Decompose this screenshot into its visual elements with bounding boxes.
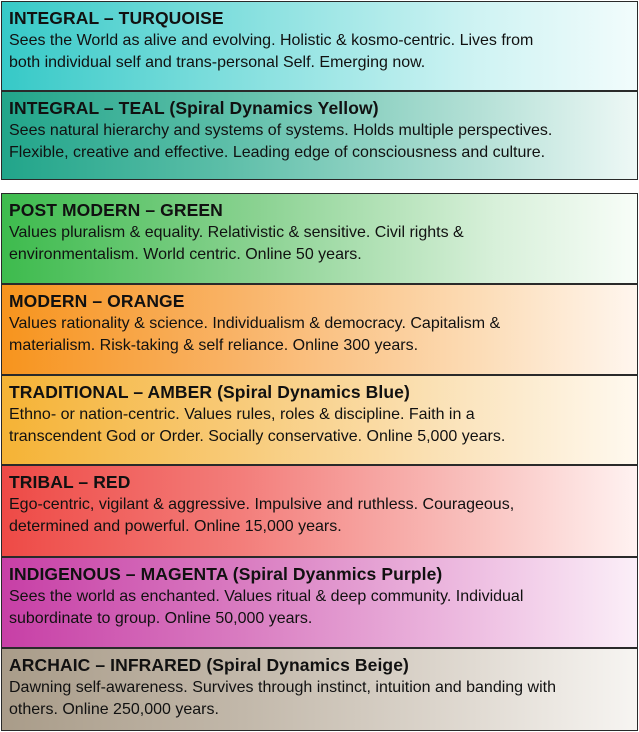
stage-title: INDIGENOUS – MAGENTA (Spiral Dyanmics Purple) [9,564,443,584]
stage-title: TRIBAL – RED [9,472,131,492]
stage-description: Sees the World as alive and evolving. Holistic & kosmo-centric. Lives from both individual self and trans-personal Self. Emerging now. [9,32,534,71]
stage-integral-teal [1,91,638,180]
stage-tribal-red [1,465,638,557]
stage-description: Ethno- or nation-centric. Values rules, roles & discipline. Faith in a transcendent God or Order. Socially conservative. Online 5,000 years. [9,406,506,445]
stage-description: Ego-centric, vigilant & aggressive. Impulsive and ruthless. Courageous, determined and powerful. Online 15,000 years. [9,496,515,535]
stage-title: ARCHAIC – INFRARED (Spiral Dynamics Beige) [9,655,409,675]
stage-description: Dawning self-awareness. Survives through instinct, intuition and banding with others. Online 250,000 years. [9,679,556,718]
stage-integral-turquoise [1,1,638,91]
stage-title: TRADITIONAL – AMBER (Spiral Dynamics Blue) [9,382,410,402]
stage-modern-orange [1,284,638,375]
stage-archaic-infrared [1,648,638,731]
stage-indigenous-magenta [1,557,638,648]
stage-post-modern-green [1,193,638,284]
stage-description: Sees the world as enchanted. Values ritual & deep community. Individual subordinate to group. Online 50,000 years. [9,588,524,627]
stage-title: MODERN – ORANGE [9,291,185,311]
stage-description: Values rationality & science. Individualism & democracy. Capitalism & materialism. Risk-taking & self reliance. Online 300 years. [9,315,501,354]
stage-title: POST MODERN – GREEN [9,200,223,220]
stage-description: Sees natural hierarchy and systems of systems. Holds multiple perspectives. Flexible, creative and effective. Leading edge of consciousness and culture. [9,122,553,161]
stage-description: Values pluralism & equality. Relativistic & sensitive. Civil rights & environmentalism. World centric. Online 50 years. [9,224,464,263]
stage-traditional-amber [1,375,638,465]
stage-title: INTEGRAL – TURQUOISE [9,8,224,28]
stage-title: INTEGRAL – TEAL (Spiral Dynamics Yellow) [9,98,379,118]
